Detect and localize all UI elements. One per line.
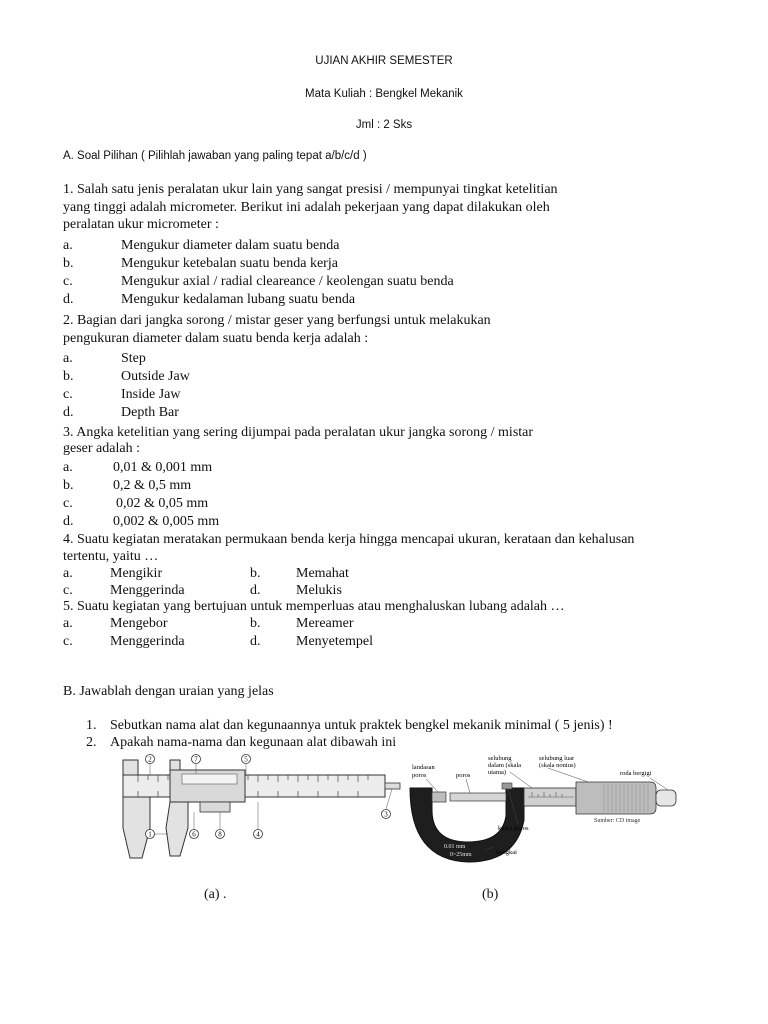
vernier-caliper-figure	[108, 750, 408, 868]
q4-option-b: Memahat	[296, 566, 349, 581]
q3-option-a: 0,01 & 0,001 mm	[113, 460, 213, 475]
q2-option-b: Outside Jaw	[121, 369, 190, 384]
q5-option-a: Mengebor	[110, 616, 168, 631]
callout-1: 1	[148, 830, 152, 839]
callout-5: 5	[244, 755, 248, 764]
q2-option-a-letter: a.	[63, 351, 73, 366]
q2-option-b-letter: b.	[63, 369, 74, 384]
callout-6: 6	[192, 830, 196, 839]
q3-option-a-letter: a.	[63, 460, 73, 475]
label-sumber: Sumber: CD image	[594, 818, 641, 824]
q5-option-c-letter: c.	[63, 634, 73, 649]
callout-4: 4	[256, 830, 260, 839]
q4-option-a-letter: a.	[63, 566, 73, 581]
callout-7: 7	[194, 755, 198, 764]
q3-option-d: 0,002 & 0,005 mm	[113, 514, 220, 529]
q5-option-d-letter: d.	[250, 634, 261, 649]
label-selubung-dalam-2: dalam (skala	[488, 762, 522, 769]
q1-option-b: Mengukur ketebalan suatu benda kerja	[121, 256, 338, 271]
q5-option-d: Menyetempel	[296, 634, 373, 649]
micrometer-figure	[398, 750, 690, 868]
q4-option-d-letter: d.	[250, 583, 261, 598]
q2-line-1: 2. Bagian dari jangka sorong / mistar geser yang berfungsi untuk melakukan	[63, 313, 491, 328]
essay-1-text: Sebutkan nama alat dan kegunaannya untuk praktek bengkel mekanik minimal ( 5 jenis) !	[110, 718, 613, 733]
label-bungkai: bungkai	[496, 849, 517, 856]
essay-1-number: 1.	[86, 718, 97, 733]
exam-title: UJIAN AKHIR SEMESTER	[315, 55, 453, 67]
label-selubung-luar-1: selubung luar	[539, 755, 575, 762]
q3-option-d-letter: d.	[63, 514, 74, 529]
q2-option-a: Step	[121, 351, 146, 366]
q1-option-d: Mengukur kedalaman lubang suatu benda	[121, 292, 356, 307]
q4-option-c: Menggerinda	[110, 583, 185, 598]
section-a-instruction: A. Soal Pilihan ( Pilihlah jawaban yang paling tepat a/b/c/d )	[63, 150, 367, 162]
q1-option-d-letter: d.	[63, 292, 74, 307]
course-name: Mata Kuliah : Bengkel Mekanik	[305, 88, 463, 100]
label-selubung-dalam-3: utama)	[488, 769, 507, 776]
q3-option-c: 0,02 & 0,05 mm	[116, 496, 209, 511]
q2-option-d: Depth Bar	[121, 405, 179, 420]
label-selubung-dalam-1: selubung	[488, 755, 512, 762]
q1-option-a: Mengukur diameter dalam suatu benda	[121, 238, 340, 253]
q5-option-c: Menggerinda	[110, 634, 185, 649]
label-poros-anvil: poros	[412, 772, 427, 779]
q2-option-c-letter: c.	[63, 387, 73, 402]
q4-line-1: 4. Suatu kegiatan meratakan permukaan benda kerja hingga mencapai ukuran, kerataan dan kehalusan	[63, 532, 635, 547]
q5-option-b: Mereamer	[296, 616, 354, 631]
essay-2-number: 2.	[86, 735, 97, 750]
label-roda-bergigi: roda bergigi	[620, 770, 652, 777]
frame-mark-1: 0.01 mm	[444, 844, 466, 850]
q3-line-1: 3. Angka ketelitian yang sering dijumpai pada peralatan ukur jangka sorong / mistar	[63, 425, 534, 440]
q4-option-a: Mengikir	[110, 566, 163, 581]
q3-line-2: geser adalah :	[63, 441, 140, 456]
callout-8: 8	[218, 830, 222, 839]
label-landasan: landasan	[412, 764, 435, 771]
q3-option-b-letter: b.	[63, 478, 74, 493]
q5-option-a-letter: a.	[63, 616, 73, 631]
q3-option-b: 0,2 & 0,5 mm	[113, 478, 192, 493]
label-poros: poros	[456, 772, 471, 779]
q1-line-1: 1. Salah satu jenis peralatan ukur lain yang sangat presisi / mempunyai tingkat ketelitian	[63, 182, 558, 197]
q2-option-c: Inside Jaw	[121, 387, 181, 402]
q5-option-b-letter: b.	[250, 616, 261, 631]
section-b-instruction: B. Jawablah dengan uraian yang jelas	[63, 684, 274, 699]
q1-option-c: Mengukur axial / radial cleareance / keolengan suatu benda	[121, 274, 454, 289]
essay-2-text: Apakah nama-nama dan kegunaan alat dibawah ini	[110, 735, 397, 750]
q1-line-3: peralatan ukur micrometer :	[63, 217, 219, 232]
q5-line: 5. Suatu kegiatan yang bertujuan untuk memperluas atau menghaluskan lubang adalah …	[63, 599, 565, 614]
q4-option-c-letter: c.	[63, 583, 73, 598]
callout-2: 2	[148, 755, 152, 764]
q2-line-2: pengukuran diameter dalam suatu benda kerja adalah :	[63, 331, 369, 346]
label-kunci-poros: kunci poros	[498, 825, 529, 832]
callout-3: 3	[384, 810, 388, 819]
q1-option-c-letter: c.	[63, 274, 73, 289]
q4-line-2: tertentu, yaitu …	[63, 549, 159, 564]
q1-option-a-letter: a.	[63, 238, 73, 253]
caption-b: (b)	[482, 887, 499, 902]
frame-mark-2: 0~25mm	[450, 852, 472, 858]
q1-option-b-letter: b.	[63, 256, 74, 271]
q3-option-c-letter: c.	[63, 496, 73, 511]
q4-option-b-letter: b.	[250, 566, 261, 581]
credits: Jml : 2 Sks	[355, 119, 413, 131]
q1-line-2: yang tinggi adalah micrometer. Berikut ini adalah pekerjaan yang dapat dilakukan oleh	[63, 200, 550, 215]
caption-a: (a) .	[204, 887, 227, 902]
label-selubung-luar-2: (skala nonius)	[539, 762, 576, 769]
q2-option-d-letter: d.	[63, 405, 74, 420]
q4-option-d: Melukis	[296, 583, 342, 598]
